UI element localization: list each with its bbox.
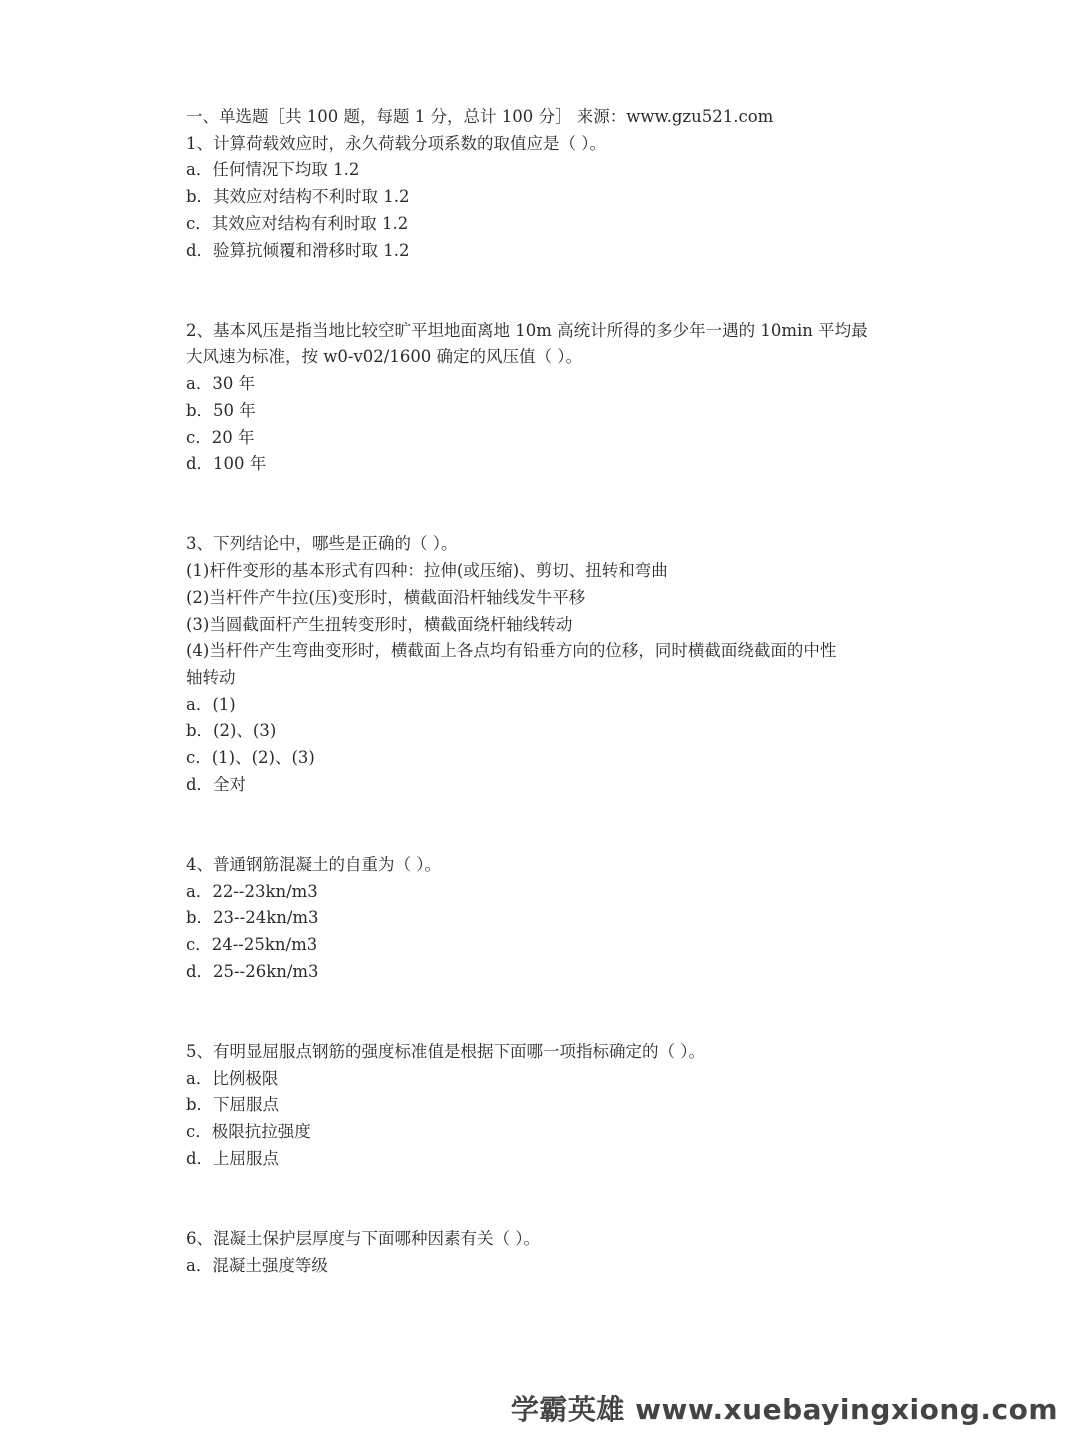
statement-4-cont: 轴转动 — [186, 667, 236, 687]
question-2 — [186, 318, 926, 478]
option-d: d．验算抗倾覆和滑移时取 1.2 — [186, 240, 410, 260]
option-a: a．比例极限 — [186, 1068, 279, 1088]
option-b: b．50 年 — [186, 400, 256, 420]
question-4 — [186, 852, 926, 986]
option-b: b．(2)、(3) — [186, 721, 277, 741]
question-stem-cont: 大风速为标准，按 w0-v02/1600 确定的风压值（ ）。 — [186, 347, 583, 367]
option-c: c．20 年 — [186, 427, 255, 447]
question-3 — [186, 531, 926, 798]
option-b: b．其效应对结构不利时取 1.2 — [186, 187, 410, 207]
question-stem: 6、混凝土保护层厚度与下面哪种因素有关（ ）。 — [186, 1229, 540, 1248]
exam-page — [186, 104, 926, 1279]
section-header: 一、单选题［共 100 题，每题 1 分，总计 100 分］ 来源：www.gzu521.com — [186, 107, 774, 126]
question-stem: 3、下列结论中，哪些是正确的（ ）。 — [186, 534, 458, 554]
option-c: c．24--25kn/m3 — [186, 935, 318, 955]
question-stem: 5、有明显屈服点钢筋的强度标准值是根据下面哪一项指标确定的（ ）。 — [186, 1041, 705, 1061]
option-a: a．(1) — [186, 694, 236, 714]
statement-4: (4)当杆件产生弯曲变形时，横截面上各点均有铅垂方向的位移，同时横截面绕截面的中性 — [186, 641, 837, 661]
option-c: c．其效应对结构有利时取 1.2 — [186, 213, 409, 233]
option-d: d．上屈服点 — [186, 1148, 280, 1168]
option-d: d．全对 — [186, 774, 247, 794]
question-6 — [186, 1226, 926, 1279]
option-b: b．23--24kn/m3 — [186, 908, 319, 928]
option-d: d．100 年 — [186, 454, 267, 474]
option-c: c．极限抗拉强度 — [186, 1122, 311, 1142]
option-a: a．混凝土强度等级 — [186, 1255, 328, 1275]
question-stem: 1、计算荷载效应时，永久荷载分项系数的取值应是（ ）。 — [186, 133, 606, 153]
option-d: d．25--26kn/m3 — [186, 961, 319, 981]
site-watermark: 学霸英雄 www.xuebayingxiong.com — [510, 1393, 1058, 1426]
question-stem: 4、普通钢筋混凝土的自重为（ ）。 — [186, 854, 441, 874]
question-stem: 2、基本风压是指当地比较空旷平坦地面离地 10m 高统计所得的多少年一遇的 10min 平均最 — [186, 320, 868, 340]
option-a: a．30 年 — [186, 374, 256, 394]
option-b: b．下屈服点 — [186, 1095, 280, 1115]
option-a: a．任何情况下均取 1.2 — [186, 160, 360, 180]
question-5 — [186, 1039, 926, 1173]
statement-1: (1)杆件变形的基本形式有四种：拉伸(或压缩)、剪切、扭转和弯曲 — [186, 561, 668, 581]
option-a: a．22--23kn/m3 — [186, 881, 318, 901]
question-1 — [186, 131, 926, 265]
statement-2: (2)当杆件产牛拉(压)变形时，横截面沿杆轴线发牛平移 — [186, 587, 586, 607]
option-c: c．(1)、(2)、(3) — [186, 748, 315, 768]
statement-3: (3)当圆截面杆产生扭转变形时，横截面绕杆轴线转动 — [186, 614, 573, 634]
